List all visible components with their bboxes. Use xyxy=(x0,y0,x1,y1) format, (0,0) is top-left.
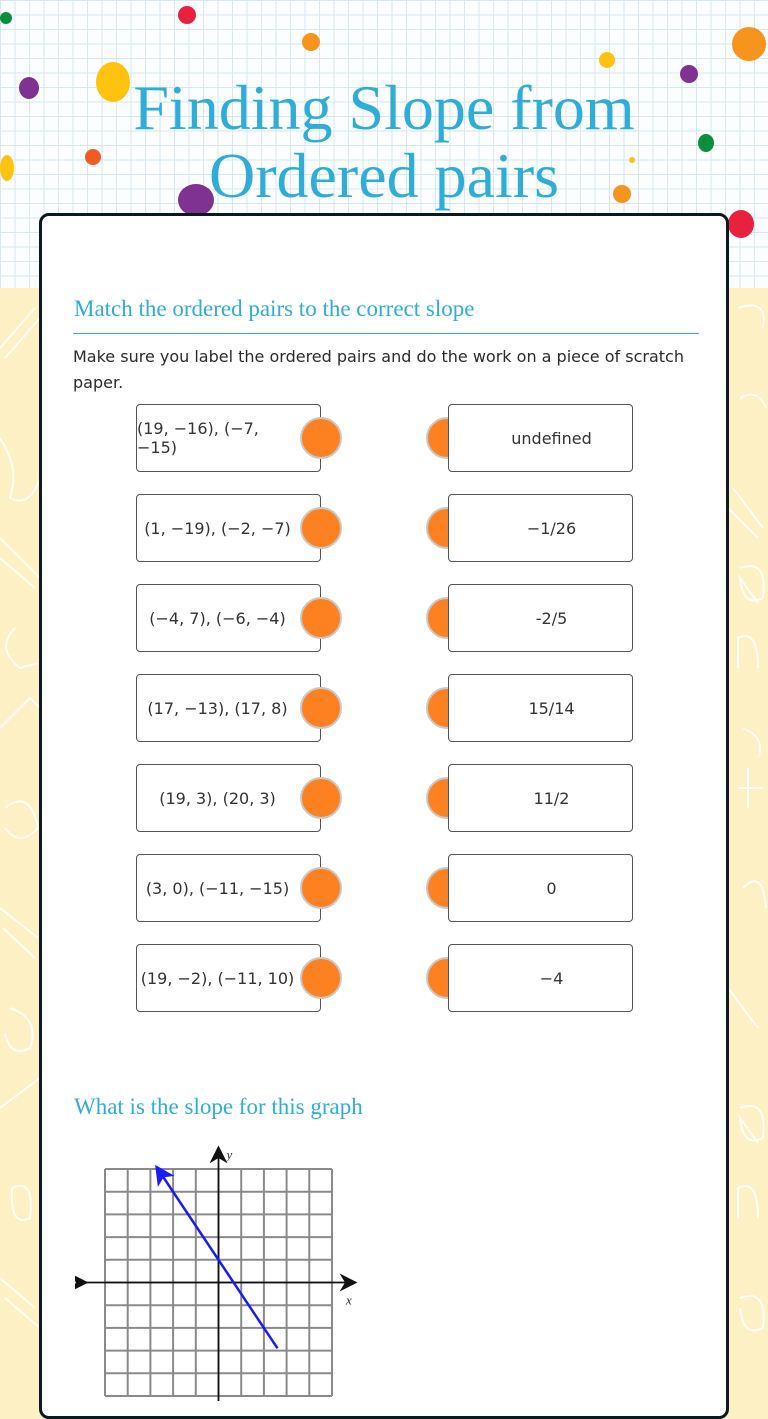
ordered-pairs-label: (19, −2), (−11, 10) xyxy=(140,968,295,988)
ordered-pairs-label: (17, −13), (17, 8) xyxy=(147,698,288,718)
left-connector-dot[interactable] xyxy=(300,597,342,639)
left-match-item[interactable] xyxy=(136,584,321,652)
left-connector-dot[interactable] xyxy=(300,507,342,549)
slope-label: -2/5 xyxy=(535,608,568,628)
y-axis-label: y xyxy=(226,1147,233,1162)
paint-splat xyxy=(178,6,196,24)
left-connector-dot[interactable] xyxy=(300,777,342,819)
section-title-matching: Match the ordered pairs to the correct slope xyxy=(74,296,475,321)
left-match-item[interactable] xyxy=(136,764,321,832)
doodle-pattern-right xyxy=(728,288,768,1380)
section-title-graph: What is the slope for this graph xyxy=(74,1094,363,1119)
left-connector-dot[interactable] xyxy=(300,687,342,729)
slope-label: undefined xyxy=(511,428,592,448)
ordered-pairs-label: (−4, 7), (−6, −4) xyxy=(149,608,286,628)
page-title xyxy=(0,74,768,210)
paint-splat xyxy=(728,210,754,238)
left-match-item[interactable] xyxy=(136,494,321,562)
right-match-item[interactable] xyxy=(448,674,633,742)
left-connector-dot[interactable] xyxy=(300,867,342,909)
slope-graph xyxy=(75,1141,365,1401)
right-match-item[interactable] xyxy=(448,854,633,922)
ordered-pairs-label: (1, −19), (−2, −7) xyxy=(144,518,291,538)
slope-label: −4 xyxy=(539,968,564,988)
title-line-2: Ordered pairs xyxy=(208,140,560,211)
left-match-item[interactable] xyxy=(136,404,321,472)
title-line-1: Finding Slope from xyxy=(133,72,635,143)
x-axis-label: x xyxy=(346,1292,352,1308)
paint-splat xyxy=(599,52,615,68)
instructions-text: Make sure you label the ordered pairs and do the work on a piece of scratch paper. xyxy=(73,347,684,392)
section-divider xyxy=(73,333,699,334)
right-match-item[interactable] xyxy=(448,764,633,832)
slope-label: 15/14 xyxy=(528,698,575,718)
paint-splat xyxy=(732,27,766,61)
right-match-item[interactable] xyxy=(448,404,633,472)
slope-label: 11/2 xyxy=(533,788,570,808)
right-match-item[interactable] xyxy=(448,494,633,562)
left-connector-dot[interactable] xyxy=(300,417,342,459)
ordered-pairs-label: (19, 3), (20, 3) xyxy=(159,788,276,808)
right-match-item[interactable] xyxy=(448,584,633,652)
ordered-pairs-label: (3, 0), (−11, −15) xyxy=(145,878,290,898)
slope-label: 0 xyxy=(546,878,557,898)
worksheet-card xyxy=(39,213,729,1419)
ordered-pairs-label: (19, −16), (−7, −15) xyxy=(137,419,259,457)
slope-label: −1/26 xyxy=(526,518,577,538)
paint-splat xyxy=(0,12,12,24)
left-match-item[interactable] xyxy=(136,674,321,742)
left-connector-dot[interactable] xyxy=(300,957,342,999)
doodle-pattern-left xyxy=(0,288,40,1380)
right-match-item[interactable] xyxy=(448,944,633,1012)
left-match-item[interactable] xyxy=(136,854,321,922)
left-match-item[interactable] xyxy=(136,944,321,1012)
paint-splat xyxy=(302,33,320,51)
